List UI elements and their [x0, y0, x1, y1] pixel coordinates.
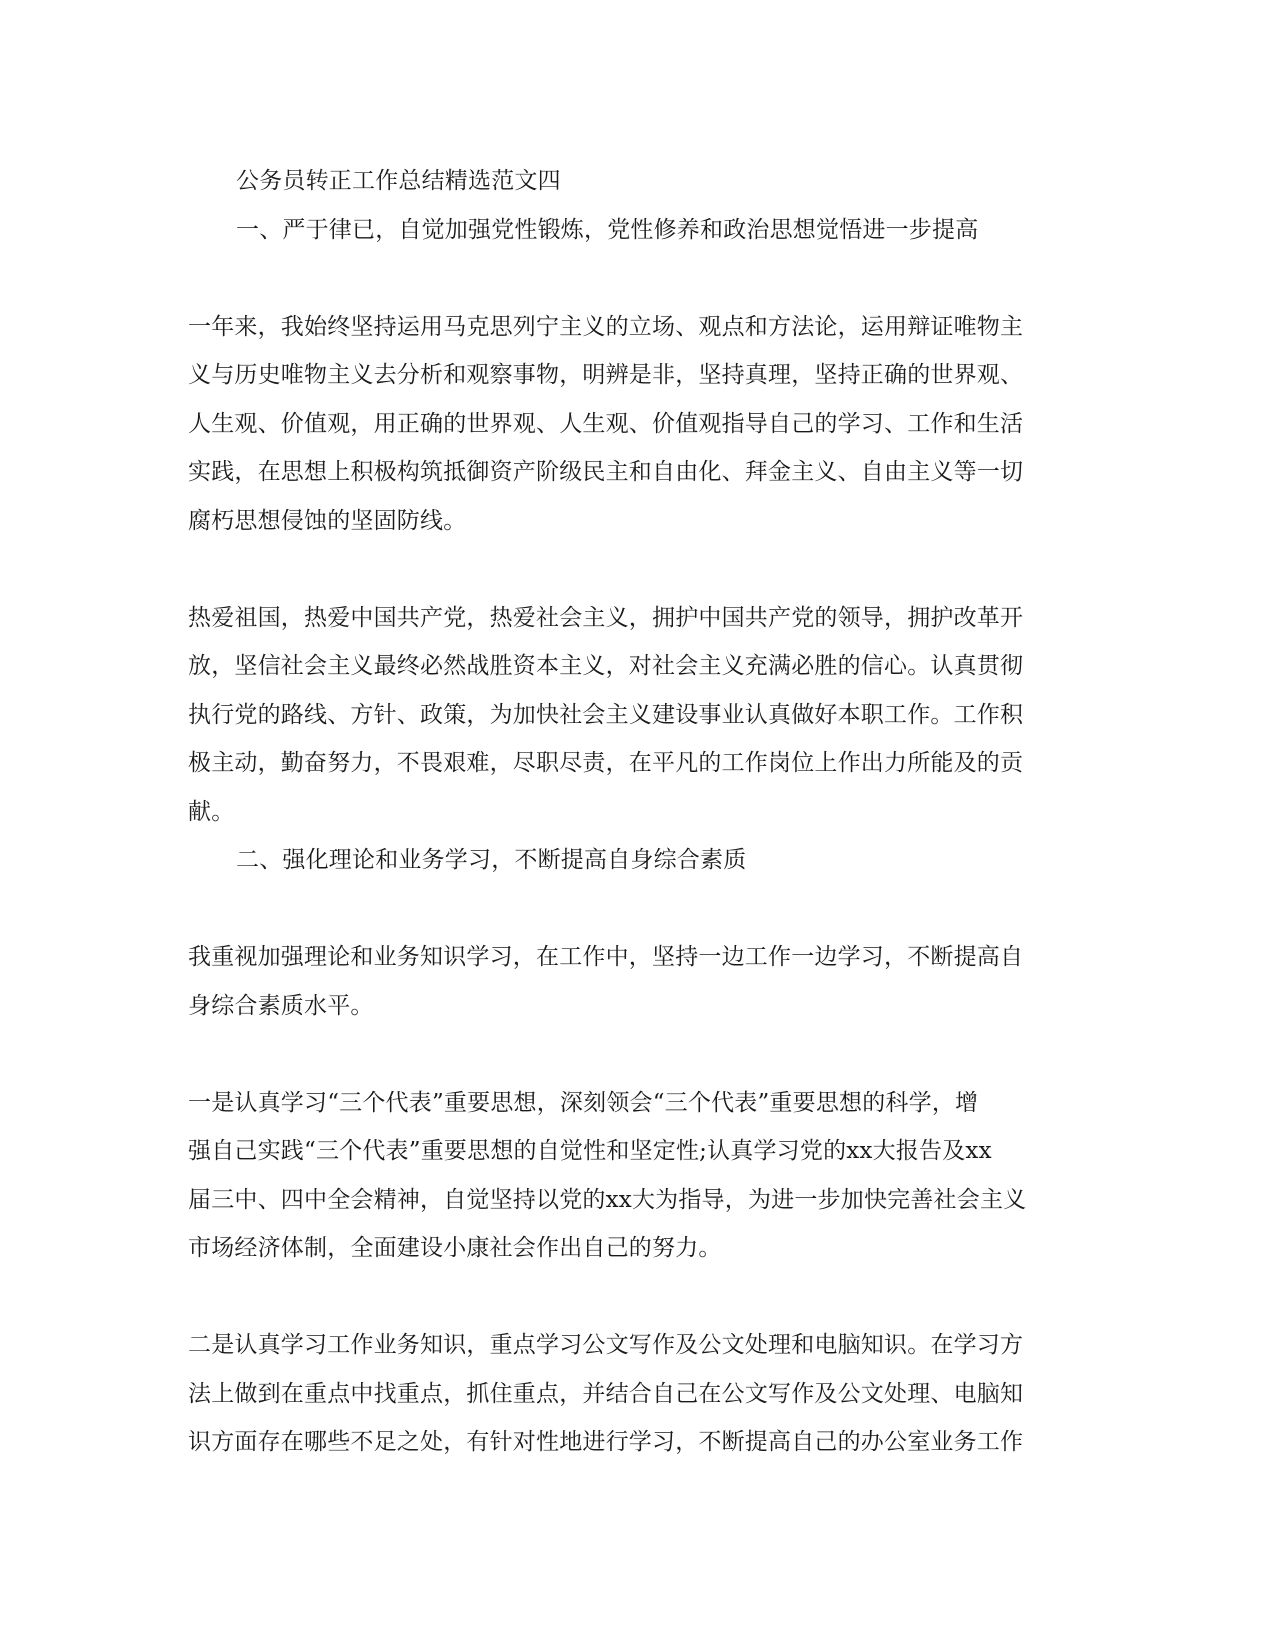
paragraph-line: 一年来，我始终坚持运用马克思列宁主义的立场、观点和方法论，运用辩证唯物主: [188, 313, 1024, 340]
paragraph-gap: [188, 1273, 1088, 1322]
paragraph-line: 法上做到在重点中找重点，抓住重点，并结合自己在公文写作及公文处理、电脑知: [188, 1380, 1024, 1407]
paragraph-line: 义与历史唯物主义去分析和观察事物，明辨是非，坚持真理，坚持正确的世界观、: [188, 362, 1024, 388]
paragraph-line: 极主动，勤奋努力，不畏艰难，尽职尽责，在平凡的工作岗位上作出力所能及的贡: [188, 750, 1024, 776]
section-heading-2: 二、强化理论和业务学习，不断提高自身综合素质: [236, 847, 747, 873]
paragraph-line: 我重视加强理论和业务知识学习，在工作中，坚持一边工作一边学习，不断提高自: [188, 944, 1024, 970]
paragraph-line: 识方面存在哪些不足之处，有针对性地进行学习，不断提高自己的办公室业务工作: [188, 1429, 1024, 1455]
paragraph-line: 强自己实践“三个代表”重要思想的自觉性和坚定性;认真学习党的xx大报告及xx: [188, 1138, 992, 1164]
paragraph-2: [188, 594, 1088, 837]
paragraph-line: 身综合素质水平。: [188, 992, 374, 1019]
paragraph-5: [188, 1321, 1088, 1467]
paragraph-line: 热爱祖国，热爱中国共产党，热爱社会主义，拥护中国共产党的领导，拥护改革开: [188, 604, 1024, 631]
paragraph-4: [188, 1079, 1088, 1273]
paragraph-line: 献。: [188, 798, 235, 825]
paragraph-gap: [188, 254, 1088, 303]
document-title: 公务员转正工作总结精选范文四: [236, 168, 561, 194]
paragraph-line: 人生观、价值观，用正确的世界观、人生观、价值观指导自己的学习、工作和生活: [188, 410, 1024, 437]
paragraph-line: 市场经济体制，全面建设小康社会作出自己的努力。: [188, 1235, 722, 1261]
paragraph-line: 执行党的路线、方针、政策，为加快社会主义建设事业认真做好本职工作。工作积: [188, 701, 1024, 728]
paragraph-line: 届三中、四中全会精神，自觉坚持以党的xx大为指导，为进一步加快完善社会主义: [188, 1186, 1027, 1213]
section-heading-1: 一、严于律已，自觉加强党性锻炼，党性修养和政治思想觉悟进一步提高: [236, 216, 979, 243]
paragraph-gap: [188, 885, 1088, 934]
paragraph-line: 实践，在思想上积极构筑抵御资产阶级民主和自由化、拜金主义、自由主义等一切: [188, 459, 1024, 485]
paragraph-line: 腐朽思想侵蚀的坚固防线。: [188, 507, 467, 534]
paragraph-1: [188, 303, 1088, 546]
paragraph-3: [188, 933, 1088, 1030]
paragraph-gap: [188, 1030, 1088, 1079]
document-body: [188, 157, 1088, 1467]
paragraph-line: 放，坚信社会主义最终必然战胜资本主义，对社会主义充满必胜的信心。认真贯彻: [188, 653, 1024, 679]
paragraph-line: 二是认真学习工作业务知识，重点学习公文写作及公文处理和电脑知识。在学习方: [188, 1332, 1024, 1358]
paragraph-gap: [188, 545, 1088, 594]
paragraph-line: 一是认真学习“三个代表”重要思想，深刻领会“三个代表”重要思想的科学，增: [188, 1089, 979, 1116]
